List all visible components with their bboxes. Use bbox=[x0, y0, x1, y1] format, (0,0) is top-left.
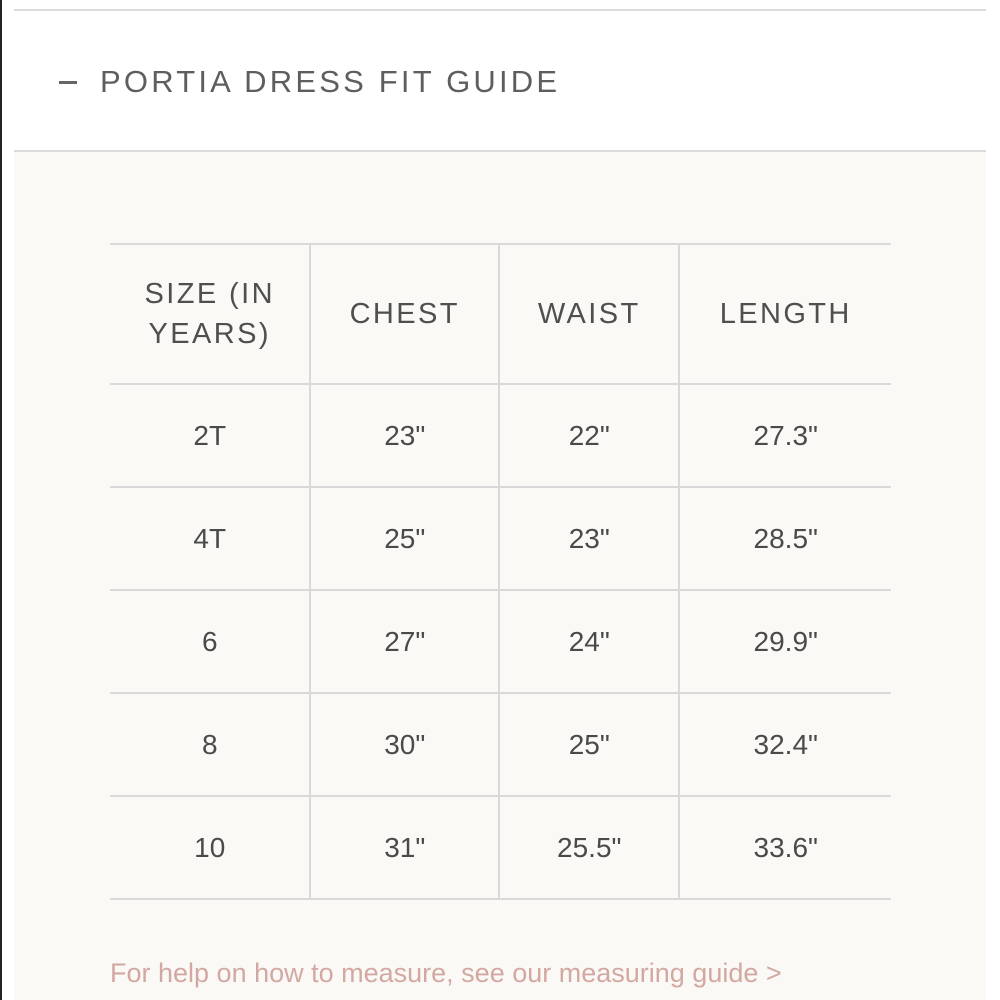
cell-size: 8 bbox=[110, 693, 310, 796]
cell-length: 27.3" bbox=[679, 384, 891, 487]
table-row bbox=[110, 590, 891, 693]
cell-waist: 24" bbox=[499, 590, 680, 693]
cell-length: 32.4" bbox=[679, 693, 891, 796]
header-chest: CHEST bbox=[310, 244, 499, 384]
cell-size: 4T bbox=[110, 487, 310, 590]
cell-waist: 23" bbox=[499, 487, 680, 590]
table-row bbox=[110, 384, 891, 487]
cell-chest: 31" bbox=[310, 796, 499, 899]
cell-size: 10 bbox=[110, 796, 310, 899]
header-size: SIZE (IN YEARS) bbox=[110, 244, 310, 384]
left-edge-border bbox=[0, 0, 2, 1000]
table-header-row bbox=[110, 244, 891, 384]
cell-waist: 25" bbox=[499, 693, 680, 796]
cell-size: 6 bbox=[110, 590, 310, 693]
cell-chest: 23" bbox=[310, 384, 499, 487]
cell-chest: 25" bbox=[310, 487, 499, 590]
cell-length: 29.9" bbox=[679, 590, 891, 693]
table-row bbox=[110, 487, 891, 590]
cell-length: 28.5" bbox=[679, 487, 891, 590]
size-chart-table bbox=[110, 243, 891, 900]
header-waist: WAIST bbox=[499, 244, 680, 384]
table-row bbox=[110, 693, 891, 796]
fit-guide-accordion-header[interactable] bbox=[14, 11, 986, 150]
header-length: LENGTH bbox=[679, 244, 891, 384]
cell-chest: 30" bbox=[310, 693, 499, 796]
cell-size: 2T bbox=[110, 384, 310, 487]
fit-guide-panel bbox=[14, 150, 986, 1000]
accordion-title: PORTIA DRESS FIT GUIDE bbox=[100, 64, 561, 99]
measuring-guide-link[interactable]: For help on how to measure, see our measuring guide > bbox=[110, 958, 782, 988]
minus-icon[interactable] bbox=[59, 81, 77, 84]
table-row bbox=[110, 796, 891, 899]
cell-chest: 27" bbox=[310, 590, 499, 693]
cell-length: 33.6" bbox=[679, 796, 891, 899]
cell-waist: 22" bbox=[499, 384, 680, 487]
cell-waist: 25.5" bbox=[499, 796, 680, 899]
